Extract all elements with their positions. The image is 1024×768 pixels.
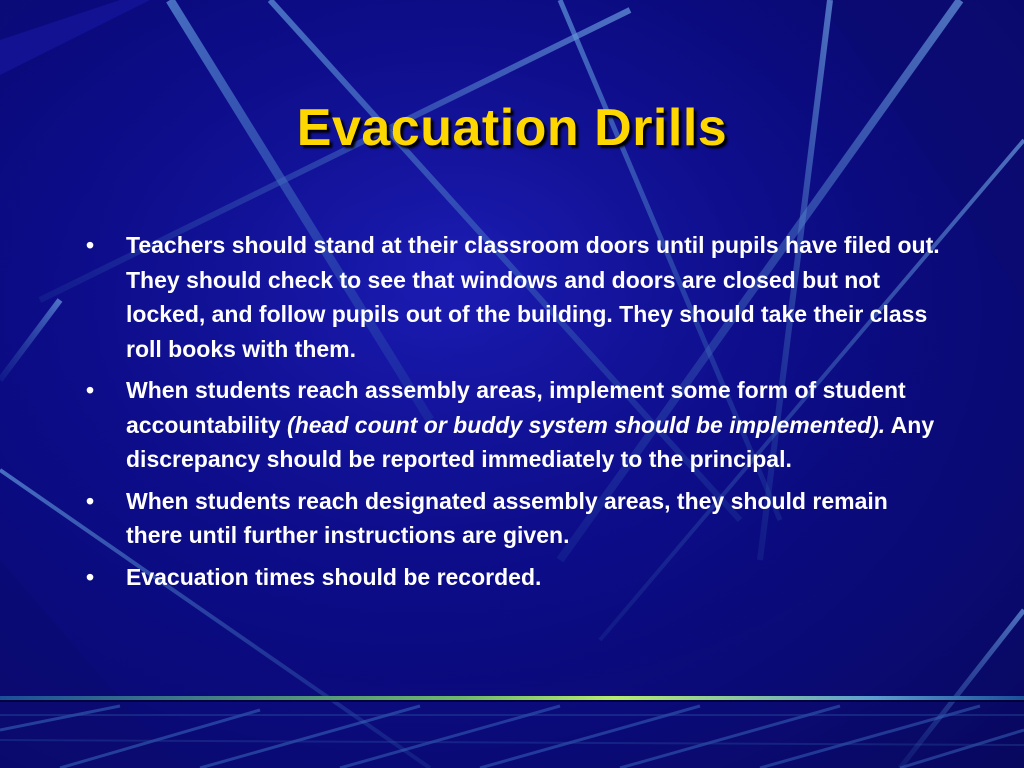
bullet-text: Any discrepancy should be reported immediately to the principal.	[126, 411, 935, 472]
bullet-text: Evacuation times should be recorded.	[126, 563, 542, 590]
bullet-text: When students reach designated assembly areas, they should remain there until further instructions are given.	[126, 487, 888, 548]
footer-accent-shadow	[0, 700, 1024, 702]
bullet-marker: •	[86, 232, 95, 258]
bullet-list	[80, 228, 950, 601]
slide-title: Evacuation Drills	[296, 99, 728, 157]
bullet-item	[80, 484, 950, 553]
bullet-marker: •	[86, 563, 95, 590]
bullet-text: Teachers should stand at their classroom doors until pupils have filed out. They should check to see that windows and doors are closed but not locked, and follow pupils out of the building. They should take their class roll books with them.	[126, 232, 940, 362]
bullet-text: When students reach assembly areas, implement some form of student accountability	[126, 377, 906, 438]
bullet-item	[80, 228, 950, 366]
bullet-text-italic: (head count or buddy system should be implemented).	[287, 411, 886, 438]
bullet-item	[80, 560, 950, 595]
bullet-item	[80, 373, 950, 477]
bullet-marker: •	[86, 377, 95, 403]
bullet-marker: •	[86, 487, 95, 514]
